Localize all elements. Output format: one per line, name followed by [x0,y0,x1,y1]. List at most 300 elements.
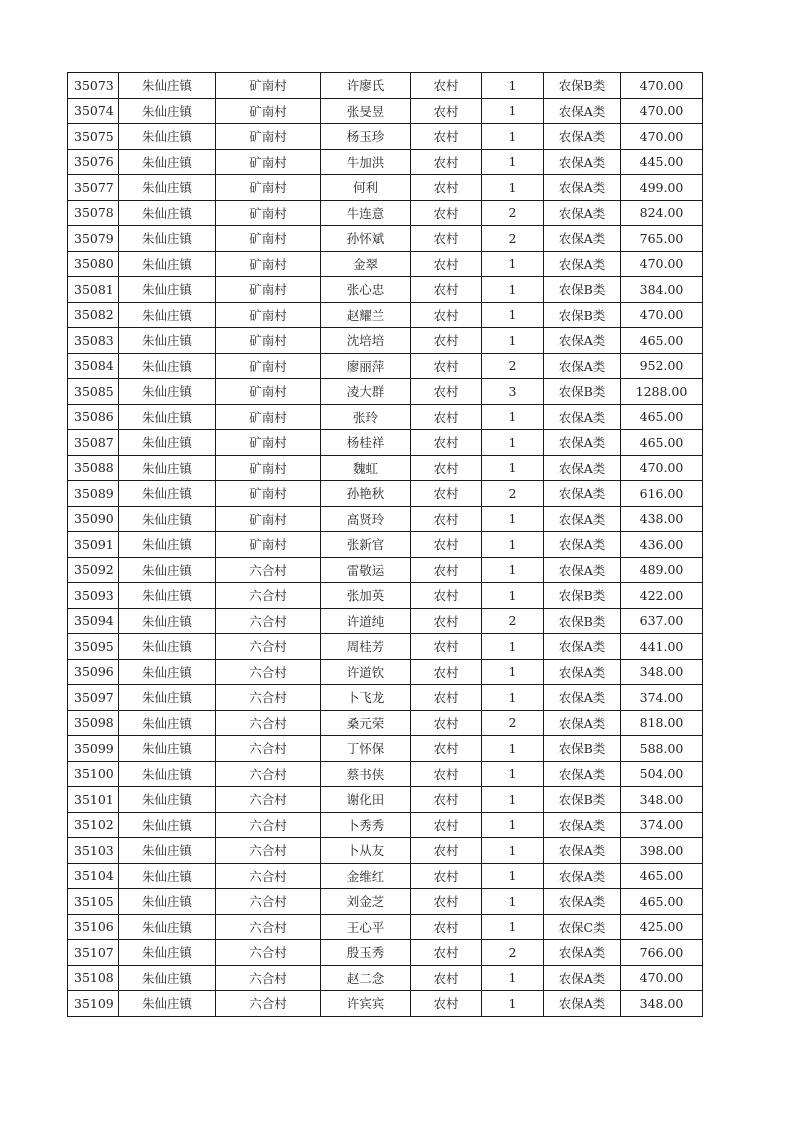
cell-village: 矿南村 [216,98,321,124]
cell-name: 张新官 [321,532,411,558]
cell-name: 金维红 [321,863,411,889]
cell-name: 孙艳秋 [321,481,411,507]
cell-amount: 384.00 [621,277,703,303]
cell-town: 朱仙庄镇 [119,302,216,328]
cell-name: 卜秀秀 [321,812,411,838]
cell-count: 1 [482,965,544,991]
cell-insurance-type: 农保A类 [544,685,621,711]
cell-category: 农村 [411,863,482,889]
cell-count: 1 [482,506,544,532]
cell-count: 2 [482,481,544,507]
cell-count: 1 [482,838,544,864]
cell-insurance-type: 农保A类 [544,838,621,864]
cell-town: 朱仙庄镇 [119,608,216,634]
cell-amount: 470.00 [621,251,703,277]
table-row [68,200,703,226]
cell-count: 2 [482,353,544,379]
cell-id: 35092 [68,557,119,583]
cell-id: 35081 [68,277,119,303]
table-row [68,98,703,124]
cell-town: 朱仙庄镇 [119,226,216,252]
cell-insurance-type: 农保A类 [544,149,621,175]
cell-count: 1 [482,659,544,685]
cell-village: 六合村 [216,710,321,736]
table-row [68,659,703,685]
cell-id: 35086 [68,404,119,430]
cell-name: 魏虹 [321,455,411,481]
cell-amount: 499.00 [621,175,703,201]
cell-category: 农村 [411,73,482,99]
cell-insurance-type: 农保A类 [544,532,621,558]
cell-name: 何利 [321,175,411,201]
cell-amount: 465.00 [621,404,703,430]
cell-name: 桑元荣 [321,710,411,736]
cell-name: 许道纯 [321,608,411,634]
cell-amount: 1288.00 [621,379,703,405]
cell-category: 农村 [411,608,482,634]
cell-category: 农村 [411,404,482,430]
cell-insurance-type: 农保C类 [544,914,621,940]
cell-amount: 818.00 [621,710,703,736]
cell-count: 1 [482,991,544,1017]
cell-count: 1 [482,98,544,124]
cell-town: 朱仙庄镇 [119,455,216,481]
cell-insurance-type: 农保A类 [544,353,621,379]
table-row [68,481,703,507]
cell-id: 35107 [68,940,119,966]
cell-count: 1 [482,634,544,660]
cell-amount: 952.00 [621,353,703,379]
cell-category: 农村 [411,889,482,915]
cell-name: 张旻昱 [321,98,411,124]
cell-town: 朱仙庄镇 [119,124,216,150]
cell-village: 六合村 [216,863,321,889]
cell-name: 蔡书侠 [321,761,411,787]
cell-category: 农村 [411,940,482,966]
table-row [68,710,703,736]
cell-id: 35083 [68,328,119,354]
cell-count: 3 [482,379,544,405]
table-row [68,379,703,405]
cell-insurance-type: 农保A类 [544,965,621,991]
cell-insurance-type: 农保A类 [544,557,621,583]
table-row [68,889,703,915]
cell-town: 朱仙庄镇 [119,430,216,456]
cell-village: 矿南村 [216,532,321,558]
cell-id: 35097 [68,685,119,711]
cell-insurance-type: 农保A类 [544,124,621,150]
cell-town: 朱仙庄镇 [119,175,216,201]
table-row [68,608,703,634]
cell-count: 1 [482,404,544,430]
cell-id: 35096 [68,659,119,685]
cell-insurance-type: 农保B类 [544,73,621,99]
cell-village: 矿南村 [216,226,321,252]
cell-town: 朱仙庄镇 [119,634,216,660]
cell-town: 朱仙庄镇 [119,557,216,583]
table-row [68,149,703,175]
table-row [68,226,703,252]
cell-id: 35075 [68,124,119,150]
cell-town: 朱仙庄镇 [119,761,216,787]
cell-town: 朱仙庄镇 [119,889,216,915]
table-row [68,430,703,456]
cell-insurance-type: 农保A类 [544,98,621,124]
table-row [68,175,703,201]
table-row [68,302,703,328]
cell-insurance-type: 农保A类 [544,710,621,736]
cell-id: 35089 [68,481,119,507]
table-row [68,506,703,532]
cell-town: 朱仙庄镇 [119,149,216,175]
cell-count: 2 [482,710,544,736]
cell-name: 高贤玲 [321,506,411,532]
cell-category: 农村 [411,455,482,481]
cell-id: 35095 [68,634,119,660]
cell-town: 朱仙庄镇 [119,379,216,405]
cell-insurance-type: 农保B类 [544,736,621,762]
cell-id: 35074 [68,98,119,124]
cell-count: 1 [482,532,544,558]
cell-category: 农村 [411,838,482,864]
cell-name: 赵二念 [321,965,411,991]
table-row [68,404,703,430]
cell-amount: 422.00 [621,583,703,609]
cell-town: 朱仙庄镇 [119,277,216,303]
cell-name: 金翠 [321,251,411,277]
cell-insurance-type: 农保A类 [544,430,621,456]
cell-amount: 470.00 [621,965,703,991]
cell-id: 35103 [68,838,119,864]
cell-amount: 425.00 [621,914,703,940]
cell-id: 35082 [68,302,119,328]
cell-category: 农村 [411,965,482,991]
cell-amount: 824.00 [621,200,703,226]
cell-category: 农村 [411,149,482,175]
cell-name: 周桂芳 [321,634,411,660]
cell-count: 1 [482,430,544,456]
cell-amount: 470.00 [621,455,703,481]
cell-amount: 470.00 [621,302,703,328]
cell-count: 1 [482,787,544,813]
cell-amount: 441.00 [621,634,703,660]
cell-category: 农村 [411,430,482,456]
cell-category: 农村 [411,812,482,838]
cell-name: 雷敬运 [321,557,411,583]
cell-town: 朱仙庄镇 [119,481,216,507]
cell-id: 35101 [68,787,119,813]
cell-count: 2 [482,226,544,252]
cell-village: 矿南村 [216,481,321,507]
cell-name: 张玲 [321,404,411,430]
cell-insurance-type: 农保A类 [544,175,621,201]
cell-insurance-type: 农保A类 [544,889,621,915]
cell-count: 1 [482,685,544,711]
cell-category: 农村 [411,634,482,660]
table-row [68,353,703,379]
cell-count: 1 [482,73,544,99]
cell-amount: 438.00 [621,506,703,532]
cell-town: 朱仙庄镇 [119,736,216,762]
cell-amount: 588.00 [621,736,703,762]
cell-amount: 637.00 [621,608,703,634]
table-row [68,940,703,966]
cell-id: 35104 [68,863,119,889]
cell-insurance-type: 农保B类 [544,608,621,634]
cell-insurance-type: 农保A类 [544,226,621,252]
cell-category: 农村 [411,481,482,507]
table-row [68,557,703,583]
table-row [68,787,703,813]
cell-id: 35105 [68,889,119,915]
cell-village: 矿南村 [216,430,321,456]
cell-id: 35076 [68,149,119,175]
cell-name: 殷玉秀 [321,940,411,966]
cell-amount: 374.00 [621,685,703,711]
table-row [68,73,703,99]
cell-town: 朱仙庄镇 [119,685,216,711]
cell-id: 35098 [68,710,119,736]
cell-amount: 470.00 [621,98,703,124]
cell-town: 朱仙庄镇 [119,328,216,354]
cell-category: 农村 [411,251,482,277]
cell-id: 35093 [68,583,119,609]
cell-id: 35108 [68,965,119,991]
cell-village: 六合村 [216,812,321,838]
cell-amount: 470.00 [621,73,703,99]
cell-id: 35077 [68,175,119,201]
cell-count: 1 [482,149,544,175]
table-row [68,761,703,787]
cell-amount: 465.00 [621,328,703,354]
cell-town: 朱仙庄镇 [119,940,216,966]
cell-category: 农村 [411,583,482,609]
cell-id: 35091 [68,532,119,558]
cell-count: 1 [482,328,544,354]
cell-name: 张心忠 [321,277,411,303]
cell-town: 朱仙庄镇 [119,965,216,991]
cell-count: 1 [482,736,544,762]
cell-amount: 765.00 [621,226,703,252]
cell-id: 35088 [68,455,119,481]
table-row [68,736,703,762]
cell-amount: 348.00 [621,659,703,685]
cell-town: 朱仙庄镇 [119,506,216,532]
cell-village: 矿南村 [216,277,321,303]
cell-amount: 465.00 [621,430,703,456]
cell-name: 张加英 [321,583,411,609]
cell-town: 朱仙庄镇 [119,659,216,685]
cell-name: 许廖氏 [321,73,411,99]
cell-amount: 445.00 [621,149,703,175]
table-row [68,455,703,481]
cell-town: 朱仙庄镇 [119,787,216,813]
cell-id: 35084 [68,353,119,379]
cell-name: 许道钦 [321,659,411,685]
table-row [68,634,703,660]
cell-village: 矿南村 [216,251,321,277]
cell-category: 农村 [411,175,482,201]
cell-count: 1 [482,251,544,277]
cell-village: 矿南村 [216,404,321,430]
table-row [68,812,703,838]
cell-insurance-type: 农保B类 [544,583,621,609]
cell-town: 朱仙庄镇 [119,98,216,124]
cell-id: 35094 [68,608,119,634]
cell-insurance-type: 农保A类 [544,506,621,532]
cell-town: 朱仙庄镇 [119,710,216,736]
table-row [68,685,703,711]
cell-category: 农村 [411,914,482,940]
cell-insurance-type: 农保B类 [544,379,621,405]
cell-category: 农村 [411,787,482,813]
data-table [67,72,703,1017]
cell-count: 1 [482,277,544,303]
cell-village: 矿南村 [216,379,321,405]
cell-count: 1 [482,761,544,787]
cell-id: 35102 [68,812,119,838]
cell-count: 1 [482,863,544,889]
cell-village: 六合村 [216,608,321,634]
table-row [68,914,703,940]
cell-category: 农村 [411,353,482,379]
cell-village: 矿南村 [216,124,321,150]
cell-insurance-type: 农保B类 [544,302,621,328]
table-row [68,583,703,609]
cell-town: 朱仙庄镇 [119,812,216,838]
cell-amount: 470.00 [621,124,703,150]
cell-name: 牛加洪 [321,149,411,175]
cell-village: 矿南村 [216,506,321,532]
cell-id: 35080 [68,251,119,277]
cell-insurance-type: 农保A类 [544,200,621,226]
cell-insurance-type: 农保A类 [544,328,621,354]
table-row [68,251,703,277]
cell-category: 农村 [411,710,482,736]
cell-village: 六合村 [216,634,321,660]
cell-town: 朱仙庄镇 [119,991,216,1017]
cell-village: 六合村 [216,838,321,864]
cell-count: 1 [482,889,544,915]
cell-count: 1 [482,455,544,481]
cell-category: 农村 [411,991,482,1017]
cell-insurance-type: 农保A类 [544,659,621,685]
cell-village: 六合村 [216,736,321,762]
cell-name: 刘金芝 [321,889,411,915]
cell-count: 1 [482,175,544,201]
table-row [68,124,703,150]
cell-amount: 616.00 [621,481,703,507]
cell-village: 矿南村 [216,175,321,201]
table-row [68,532,703,558]
cell-category: 农村 [411,506,482,532]
cell-village: 矿南村 [216,200,321,226]
cell-insurance-type: 农保A类 [544,761,621,787]
cell-name: 赵耀兰 [321,302,411,328]
cell-amount: 465.00 [621,863,703,889]
cell-town: 朱仙庄镇 [119,583,216,609]
cell-name: 牛连意 [321,200,411,226]
cell-count: 2 [482,200,544,226]
cell-category: 农村 [411,226,482,252]
cell-village: 矿南村 [216,73,321,99]
cell-amount: 374.00 [621,812,703,838]
cell-village: 矿南村 [216,353,321,379]
cell-id: 35085 [68,379,119,405]
cell-name: 杨桂祥 [321,430,411,456]
table-row [68,277,703,303]
table-row [68,863,703,889]
cell-insurance-type: 农保A类 [544,404,621,430]
cell-insurance-type: 农保B类 [544,277,621,303]
cell-id: 35073 [68,73,119,99]
cell-insurance-type: 农保A类 [544,940,621,966]
cell-town: 朱仙庄镇 [119,838,216,864]
cell-insurance-type: 农保A类 [544,634,621,660]
cell-category: 农村 [411,200,482,226]
cell-id: 35090 [68,506,119,532]
cell-village: 六合村 [216,583,321,609]
cell-category: 农村 [411,557,482,583]
cell-category: 农村 [411,302,482,328]
cell-town: 朱仙庄镇 [119,200,216,226]
cell-town: 朱仙庄镇 [119,532,216,558]
cell-count: 2 [482,608,544,634]
cell-amount: 348.00 [621,787,703,813]
cell-amount: 766.00 [621,940,703,966]
cell-id: 35099 [68,736,119,762]
cell-name: 卜飞龙 [321,685,411,711]
cell-town: 朱仙庄镇 [119,251,216,277]
cell-category: 农村 [411,736,482,762]
cell-village: 六合村 [216,940,321,966]
cell-insurance-type: 农保A类 [544,251,621,277]
cell-name: 廖丽萍 [321,353,411,379]
cell-count: 1 [482,812,544,838]
cell-name: 王心平 [321,914,411,940]
cell-name: 许宾宾 [321,991,411,1017]
table-row [68,328,703,354]
cell-category: 农村 [411,532,482,558]
cell-category: 农村 [411,685,482,711]
cell-category: 农村 [411,124,482,150]
cell-insurance-type: 农保A类 [544,991,621,1017]
cell-village: 六合村 [216,787,321,813]
cell-village: 六合村 [216,965,321,991]
cell-insurance-type: 农保A类 [544,481,621,507]
cell-id: 35100 [68,761,119,787]
cell-category: 农村 [411,761,482,787]
cell-count: 1 [482,302,544,328]
cell-category: 农村 [411,98,482,124]
table-row [68,965,703,991]
cell-village: 六合村 [216,914,321,940]
cell-insurance-type: 农保A类 [544,455,621,481]
cell-amount: 504.00 [621,761,703,787]
cell-amount: 436.00 [621,532,703,558]
cell-village: 矿南村 [216,455,321,481]
cell-village: 六合村 [216,991,321,1017]
cell-name: 丁怀保 [321,736,411,762]
table-row [68,991,703,1017]
cell-count: 1 [482,124,544,150]
cell-insurance-type: 农保B类 [544,787,621,813]
cell-category: 农村 [411,379,482,405]
cell-amount: 348.00 [621,991,703,1017]
cell-count: 1 [482,914,544,940]
cell-id: 35109 [68,991,119,1017]
cell-category: 农村 [411,659,482,685]
